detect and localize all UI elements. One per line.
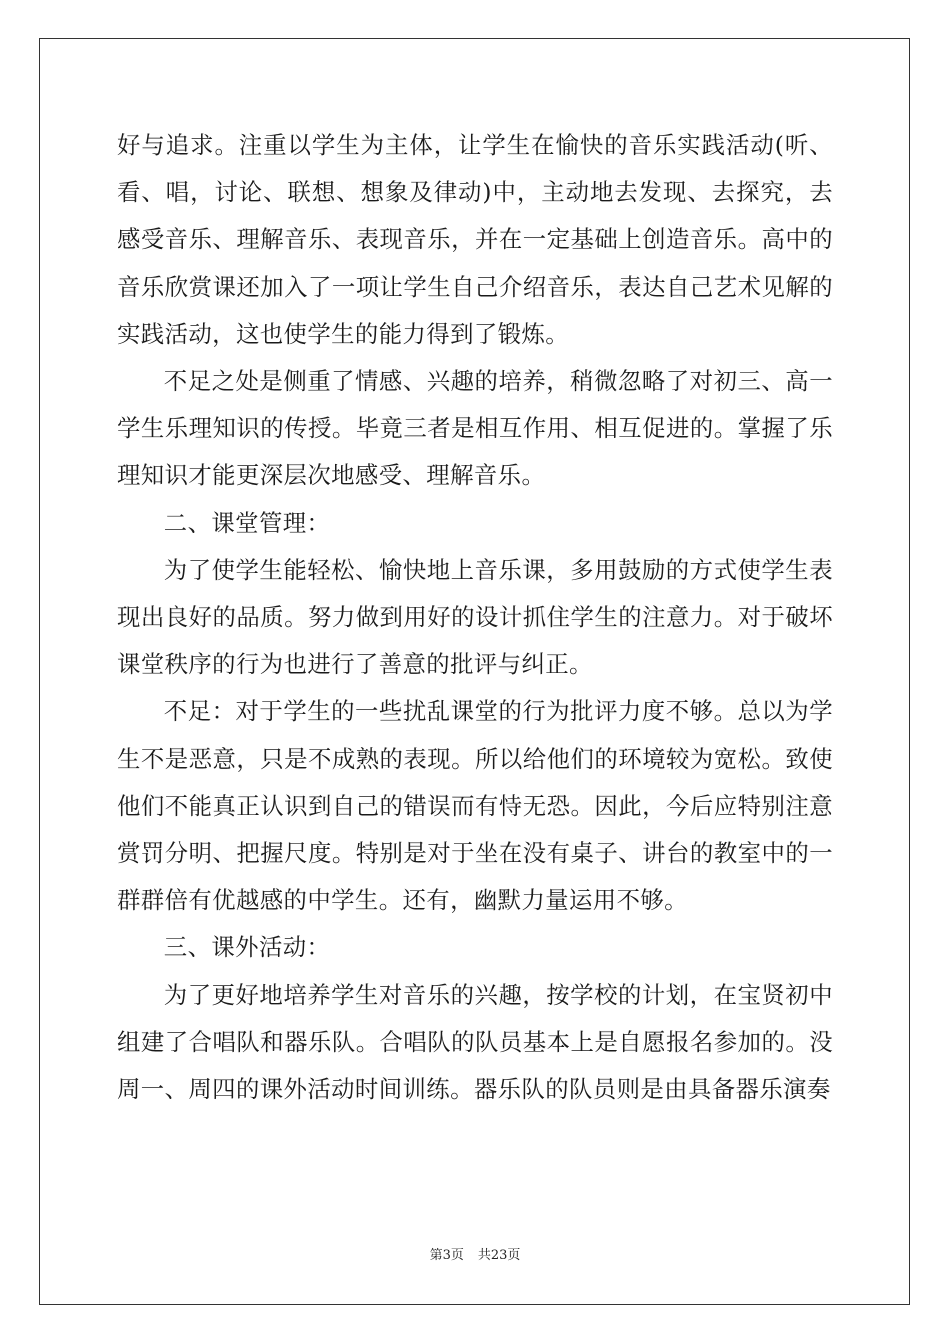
section-heading-classroom-management: 二、课堂管理：: [163, 508, 331, 537]
page-number: 第3页: [429, 1248, 464, 1263]
page-footer: [0, 1247, 950, 1265]
paragraph-classroom-management: 为了使学生能轻松、愉快地上音乐课，多用鼓励的方式使学生表现出良好的品质。努力做到用好的设计抓住学生的注意力。对于破坏课堂秩序的行为也进行了善意的批评与纠正。: [117, 555, 833, 679]
paragraph-extracurricular: 为了更好地培养学生对音乐的兴趣，按学校的计划，在宝贤初中组建了合唱队和器乐队。合唱队的队员基本上是自愿报名参加的。没周一、周四的课外活动时间训练。器乐队的队员则是由具备器乐演奏: [117, 980, 833, 1104]
page-total: 共23页: [477, 1248, 521, 1263]
paragraph-shortcomings-management: 不足：对于学生的一些扰乱课堂的行为批评力度不够。总以为学生不是恶意，只是不成熟的表现。所以给他们的环境较为宽松。致使他们不能真正认识到自己的错误而有恃无恐。因此，今后应特别注意赏罚分明、把握尺度。特别是对于坐在没有桌子、讲台的教室中的一群群倍有优越感的中学生。还有，幽默力量运用不够。: [117, 697, 833, 915]
document-body: [117, 122, 833, 1113]
paragraph-shortcomings-teaching: 不足之处是侧重了情感、兴趣的培养，稍微忽略了对初三、高一学生乐理知识的传授。毕竟三者是相互作用、相互促进的。掌握了乐理知识才能更深层次地感受、理解音乐。: [117, 367, 833, 490]
paragraph-continuation: 好与追求。注重以学生为主体，让学生在愉快的音乐实践活动(听、看、唱，讨论、联想、想象及律动)中，主动地去发现、去探究，去感受音乐、理解音乐、表现音乐，并在一定基础上创造音乐。高中的音乐欣赏课还加入了一项让学生自己介绍音乐，表达自己艺术见解的实践活动，这也使学生的能力得到了锻炼。: [117, 131, 833, 348]
section-heading-extracurricular: 三、课外活动：: [163, 933, 331, 962]
